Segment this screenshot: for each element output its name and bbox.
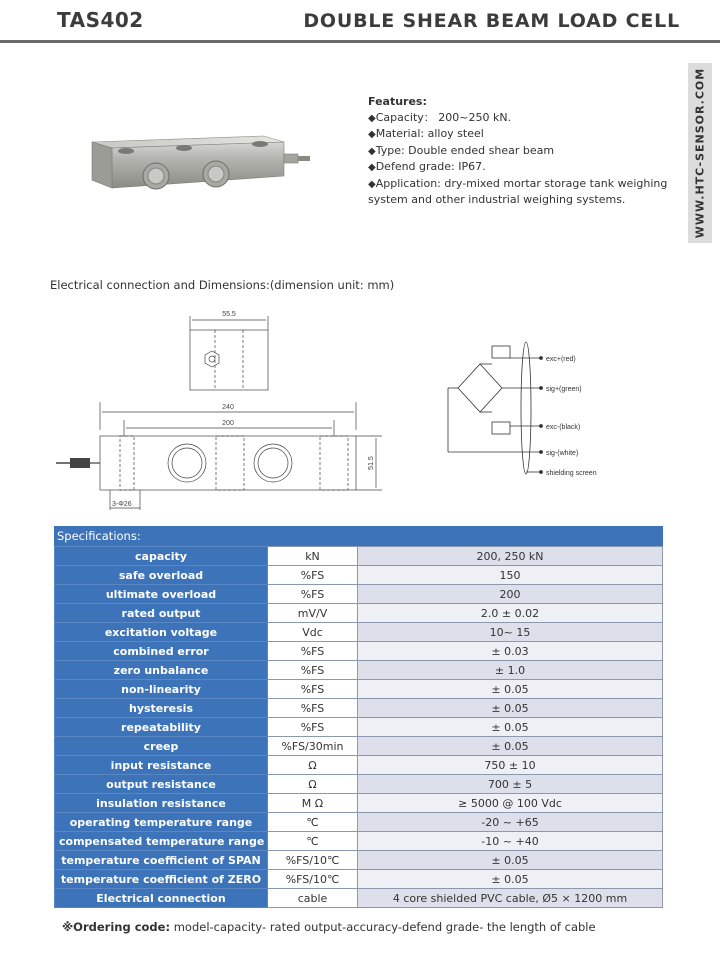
- document-title: DOUBLE SHEAR BEAM LOAD CELL: [303, 10, 680, 32]
- spec-value: ± 0.05: [358, 737, 663, 756]
- spec-unit: kN: [268, 547, 358, 566]
- wire-sig-plus: sig+(green): [546, 386, 582, 393]
- spec-value: -10 ~ +40: [358, 832, 663, 851]
- table-row: [55, 851, 663, 870]
- spec-parameter: safe overload: [55, 566, 268, 585]
- spec-value: 150: [358, 566, 663, 585]
- spec-unit: %FS/10℃: [268, 870, 358, 889]
- product-photo: [84, 128, 314, 198]
- table-row: [55, 756, 663, 775]
- dim-hole-spacing: 200: [222, 420, 234, 427]
- spec-unit: %FS/30min: [268, 737, 358, 756]
- spec-parameter: excitation voltage: [55, 623, 268, 642]
- feature-application: ◆ Application: dry-mixed mortar storage tank weighing system and other industrial weighing systems.: [368, 176, 683, 208]
- table-row: [55, 813, 663, 832]
- website-text: WWW.HTC-SENSOR.COM: [693, 67, 707, 239]
- table-row: [55, 623, 663, 642]
- spec-value: ± 0.05: [358, 851, 663, 870]
- spec-unit: %FS: [268, 661, 358, 680]
- specifications-caption: Specifications:: [54, 526, 663, 546]
- spec-value: 10~ 15: [358, 623, 663, 642]
- spec-unit: %FS: [268, 718, 358, 737]
- spec-value: ± 0.05: [358, 870, 663, 889]
- model-number: TAS402: [57, 8, 144, 32]
- table-row: [55, 699, 663, 718]
- spec-unit: ℃: [268, 813, 358, 832]
- spec-parameter: insulation resistance: [55, 794, 268, 813]
- spec-unit: %FS: [268, 566, 358, 585]
- table-row: [55, 661, 663, 680]
- dim-height: 51.5: [368, 456, 375, 470]
- spec-parameter: combined error: [55, 642, 268, 661]
- spec-value: ± 0.05: [358, 680, 663, 699]
- dim-holes: 3-Φ26: [112, 501, 132, 508]
- table-row: [55, 547, 663, 566]
- table-row: [55, 737, 663, 756]
- spec-unit: Ω: [268, 756, 358, 775]
- feature-type: ◆ Type: Double ended shear beam: [368, 143, 683, 160]
- table-row: [55, 832, 663, 851]
- website-banner: [688, 63, 712, 243]
- table-row: [55, 794, 663, 813]
- spec-unit: %FS: [268, 699, 358, 718]
- spec-unit: %FS/10℃: [268, 851, 358, 870]
- spec-parameter: hysteresis: [55, 699, 268, 718]
- spec-value: 2.0 ± 0.02: [358, 604, 663, 623]
- ordering-text: model-capacity- rated output-accuracy-defend grade- the length of cable: [173, 920, 596, 934]
- spec-parameter: creep: [55, 737, 268, 756]
- table-row: [55, 566, 663, 585]
- features-title: Features:: [368, 95, 427, 108]
- spec-value: ≥ 5000 @ 100 Vdc: [358, 794, 663, 813]
- features-block: [368, 94, 683, 208]
- spec-value: ± 1.0: [358, 661, 663, 680]
- table-row: [55, 870, 663, 889]
- spec-parameter: temperature coefficient of SPAN: [55, 851, 268, 870]
- wire-exc-minus: exc-(black): [546, 424, 581, 431]
- dimension-drawing: [50, 300, 375, 520]
- spec-unit: ℃: [268, 832, 358, 851]
- spec-value: 200, 250 kN: [358, 547, 663, 566]
- spec-unit: %FS: [268, 642, 358, 661]
- spec-parameter: temperature coefficient of ZERO: [55, 870, 268, 889]
- specifications-table: [54, 526, 663, 908]
- spec-value: 700 ± 5: [358, 775, 663, 794]
- table-row: [55, 604, 663, 623]
- wire-sig-minus: sig-(white): [546, 450, 579, 457]
- spec-parameter: input resistance: [55, 756, 268, 775]
- spec-parameter: rated output: [55, 604, 268, 623]
- table-row: [55, 585, 663, 604]
- table-row: [55, 680, 663, 699]
- dim-overall-length: 240: [222, 404, 234, 411]
- spec-value: ± 0.03: [358, 642, 663, 661]
- wiring-diagram: [440, 330, 620, 490]
- spec-unit: Vdc: [268, 623, 358, 642]
- feature-capacity: ◆ Capacity： 200~250 kN.: [368, 110, 683, 127]
- spec-unit: cable: [268, 889, 358, 908]
- spec-parameter: repeatability: [55, 718, 268, 737]
- table-row: [55, 642, 663, 661]
- table-row: [55, 889, 663, 908]
- spec-parameter: operating temperature range: [55, 813, 268, 832]
- spec-parameter: ultimate overload: [55, 585, 268, 604]
- table-row: [55, 775, 663, 794]
- spec-parameter: Electrical connection: [55, 889, 268, 908]
- spec-value: 750 ± 10: [358, 756, 663, 775]
- spec-value: 200: [358, 585, 663, 604]
- spec-parameter: output resistance: [55, 775, 268, 794]
- spec-value: 4 core shielded PVC cable, Ø5 × 1200 mm: [358, 889, 663, 908]
- spec-unit: M Ω: [268, 794, 358, 813]
- table-row: [55, 718, 663, 737]
- spec-unit: %FS: [268, 680, 358, 699]
- spec-unit: %FS: [268, 585, 358, 604]
- ordering-code: [62, 920, 596, 934]
- ordering-label: ※Ordering code:: [62, 920, 171, 934]
- feature-material: ◆ Material: alloy steel: [368, 126, 683, 143]
- spec-parameter: capacity: [55, 547, 268, 566]
- wire-exc-plus: exc+(red): [546, 356, 576, 363]
- feature-defend-grade: ◆ Defend grade: IP67.: [368, 159, 683, 176]
- electrical-heading: Electrical connection and Dimensions:(dimension unit: mm): [50, 278, 395, 292]
- spec-unit: mV/V: [268, 604, 358, 623]
- wire-shield: shielding screen: [546, 470, 597, 477]
- spec-value: ± 0.05: [358, 718, 663, 737]
- header-divider: [0, 40, 720, 43]
- spec-parameter: compensated temperature range: [55, 832, 268, 851]
- spec-parameter: zero unbalance: [55, 661, 268, 680]
- spec-unit: Ω: [268, 775, 358, 794]
- spec-value: -20 ~ +65: [358, 813, 663, 832]
- spec-value: ± 0.05: [358, 699, 663, 718]
- spec-parameter: non-linearity: [55, 680, 268, 699]
- dim-top-width: 55.5: [222, 311, 236, 318]
